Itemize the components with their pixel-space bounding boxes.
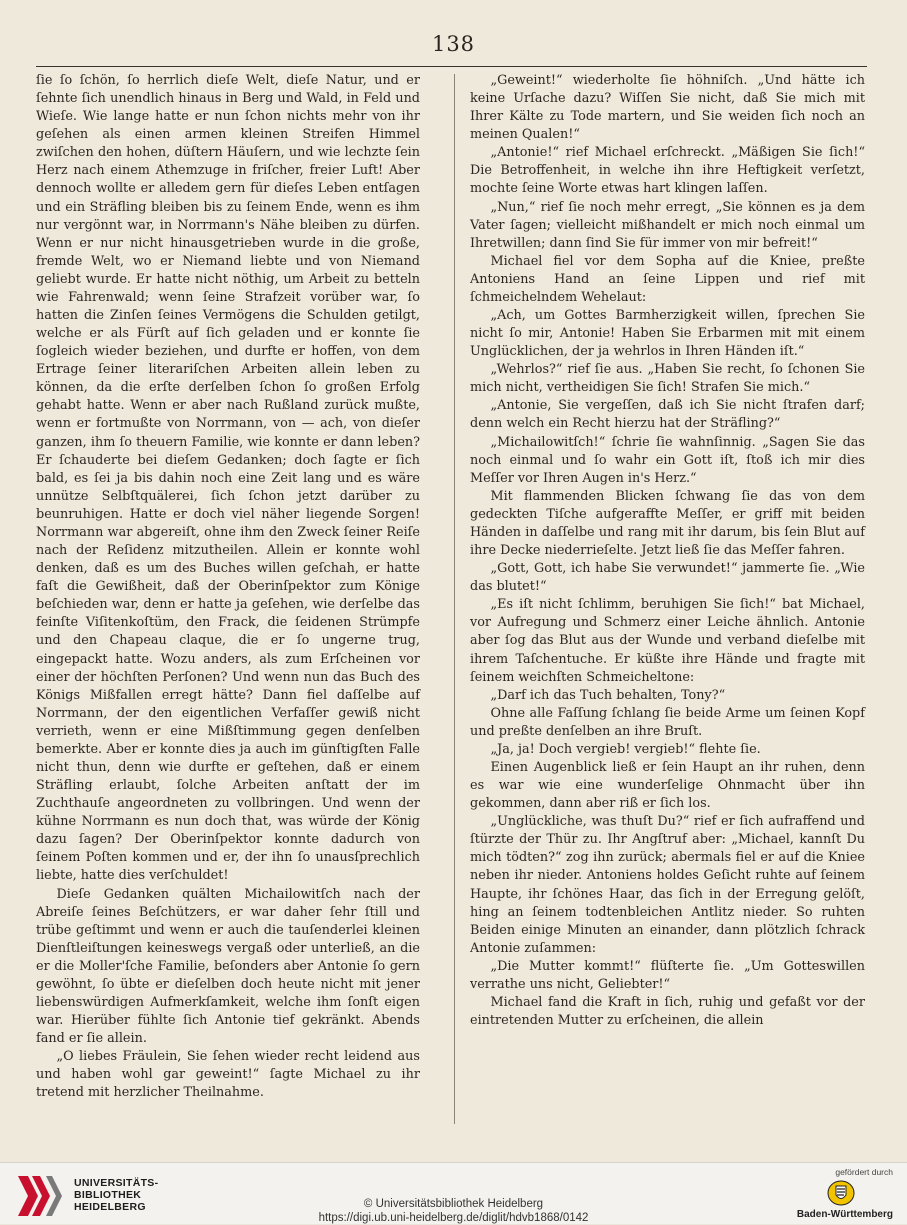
paragraph: Einen Augenblick ließ er ſein Haupt an ihr ruhen, denn es war wie eine wunderſelige Ohnmacht über ihn gekommen, dann aber riß er ſich los. — [470, 759, 865, 812]
paragraph: „Unglückliche, was thuſt Du?“ rief er ſich aufraffend und ſtürzte der Thür zu. Ihr Angſtruf aber: „Michael, kannſt Du mich tödten?“ zog ihn zurück; abermals fiel er auf die Kniee neben ihr nieder. Antoniens holdes Geſicht ruhte auf ſeinem Haupte, ihr ſchönes Haar, das ſich in der Erregung gelöſt, hing an ſeinem todtenbleichen Antlitz nieder. So ruhten Beiden einige Minuten an einander, dann plötzlich ſchrack Antonie zuſammen: — [470, 814, 865, 956]
right-column — [470, 72, 865, 1030]
sponsor-name: Baden-Württemberg — [796, 1209, 893, 1220]
header-rule — [36, 66, 867, 67]
paragraph: „Nun,“ rief ſie noch mehr erregt, „Sie können es ja dem Vater ſagen; vielleicht mißhandelt er mich noch einmal um Ihretwillen; dann ſind Sie für immer von mir befreit!“ — [470, 199, 865, 251]
paragraph: Michael fand die Kraft in ſich, ruhig und gefaßt vor der eintretenden Mutter zu erſcheinen, die allein — [470, 994, 865, 1029]
permalink[interactable]: https://digi.ub.uni-heidelberg.de/diglit/hdvb1868/0142 — [318, 1212, 589, 1224]
viewer-footer — [0, 1162, 907, 1224]
left-column — [36, 72, 420, 1102]
paragraph: Dieſe Gedanken quälten Michailowitſch nach der Abreiſe ſeines Beſchützers, er war daher ſehr ſtill und trübe geſtimmt und wenn er auch die tauſenderlei kleinen Dienſtleiſtungen keineswegs vergaß oder unterließ, an die er die Moller'ſche Familie, beſonders aber Antonie ſo gern gewöhnt, ſo übte er dieſelben doch heute nicht mit jener liebenswürdigen Aufmerkſamkeit, welche ihm ſonſt eigen war. Hierüber fühlte ſich Antonie tief gekränkt. Abends fand er ſie allein. — [36, 886, 420, 1047]
paragraph: „Ach, um Gottes Barmherzigkeit willen, ſprechen Sie nicht ſo mir, Antonie! Haben Sie Erbarmen mit mit einem Unglücklichen, der ja wehrlos in Ihren Händen iſt.“ — [470, 308, 865, 360]
paragraph: „Die Mutter kommt!“ flüſterte ſie. „Um Gotteswillen verrathe uns nicht, Geliebter!“ — [470, 958, 865, 992]
paragraph: „Es iſt nicht ſchlimm, beruhigen Sie ſich!“ bat Michael, vor Aufregung und Schmerz einer Leiche ähnlich. Antonie aber ſog das Blut aus der Wunde und verband dieſelbe mit ihrem Taſchentuche. Er küßte ihre Hände und fragte mit ſeinem weichſten Schmeicheltone: — [470, 597, 865, 685]
copyright-text: © Universitätsbibliothek Heidelberg — [363, 1198, 544, 1210]
page-number: 138 — [431, 32, 476, 56]
paragraph: Michael fiel vor dem Sopha auf die Kniee, preßte Antoniens Hand an ſeine Lippen und rief mit ſchmeichelndem Wehelaut: — [470, 253, 865, 305]
paragraph: „Antonie, Sie vergeſſen, daß ich Sie nicht ſtrafen darf; denn welch ein Recht hierzu hat der Sträfling?“ — [470, 398, 865, 432]
paragraph: „Geweint!“ wiederholte ſie höhniſch. „Und hätte ich keine Urſache dazu? Wiſſen Sie nicht, daß Sie mich mit Ihrer Kälte zu Tode martern, und Sie weiden ſich noch an meinen Qualen!“ — [470, 73, 865, 143]
column-divider — [454, 74, 455, 1124]
library-name: UNIVERSITÄTS- BIBLIOTHEK HEIDELBERG — [74, 1177, 159, 1213]
sponsor-label: gefördert durch — [835, 1167, 893, 1177]
paragraph: „O liebes Fräulein, Sie ſehen wieder recht leidend aus und haben wohl gar geweint!“ ſagte Michael zu ihr tretend mit herzlicher Theilnahme. — [36, 1049, 420, 1101]
copyright-notice — [0, 1197, 907, 1225]
paragraph: „Michailowitſch!“ ſchrie ſie wahnſinnig. „Sagen Sie das noch einmal und ſo wahr ein Gott iſt, ſtoß ich mir dies Meſſer vor Ihren Augen in's Herz.“ — [470, 434, 865, 486]
paragraph: „Gott, Gott, ich habe Sie verwundet!“ jammerte ſie. „Wie das blutet!“ — [470, 561, 865, 595]
paragraph: „Antonie!“ rief Michael erſchreckt. „Mäßigen Sie ſich!“ Die Betroffenheit, in welche ihn ihre Heftigkeit verſetzt, mochte ſeine Worte etwas hart klingen laſſen. — [470, 145, 865, 197]
coat-of-arms-icon — [827, 1180, 855, 1206]
paragraph: „Wehrlos?“ rief ſie aus. „Haben Sie recht, ſo ſchonen Sie mich nicht, vertheidigen Sie ſich! Strafen Sie mich.“ — [470, 362, 865, 396]
paragraph: ſie ſo ſchön, ſo herrlich dieſe Welt, dieſe Natur, und er ſehnte ſich unendlich hinaus in Berg und Wald, in Feld und Wieſe. Wie lange hatte er nun ſchon nichts mehr von ihr geſehen als einen armen kleinen Streifen Himmel zwiſchen den hohen, düſtern Häuſern, und wie lechzte ſein Herz nach einem Athemzuge in friſcher, freier Luft! Aber dennoch wollte er alledem gern für dieſes Leben entſagen und ein Sträfling bleiben bis zu ſeinem Ende, wenn es ihm nur vergönnt war, in Norrmann's Nähe bleiben zu dürfen. Wenn er nur nicht hinausgetrieben wurde in die große, fremde Welt, wo er Niemand liebte und von Niemand geliebt wurde. Er hatte nicht nöthig, um Arbeit zu betteln wie Fahrenwald; wenn ſeine Strafzeit vorüber war, ſo hatten die Zinſen ſeines Vermögens die Schulden getilgt, welche er als Fürſt auf ſich geladen und er konnte ſie ſogleich wieder beziehen, und durfte er hoffen, von dem Ertrage ſeiner literariſchen Arbeiten allein leben zu können, da die erſte derſelben ſchon ſo großen Erfolg gehabt hatte. Wenn er aber nach Rußland zurück mußte, wenn er fortmußte von Norrmann, von — ach, von dieſer ganzen, ihm ſo theuern Familie, wie konnte er dann leben? Er ſchauderte bei dieſem Gedanken; doch ſagte er ſich bald, es ſei ja bis dahin noch eine Zeit lang und es wäre unnütze Selbſtquälerei, ſich ſchon jetzt darüber zu beunruhigen. Hatte er doch viel näher liegende Sorgen! Norrmann war abgereiſt, ohne ihm den Zweck ſeiner Reiſe nach der Reſidenz mitzutheilen. Allein er konnte wohl denken, daß es um des Buches willen geſchah, er hatte faſt die Gewißheit, daß der Oberinſpektor zum Könige beſchieden war, denn er hatte ja geſehen, wie derſelbe das feinſte Viſitenkoſtüm, den Frack, die ſeidenen Strümpfe und den Chapeau claque, die er ſo ungerne trug, eingepackt hatte. Wozu anders, als zum Erſcheinen vor einer der höchſten Perſonen? Und wenn nun das Buch des Königs Mißfallen erregt hätte? Dann fiel daſſelbe auf Norrmann, der den eigentlichen Verfaſſer gewiß nicht verrieth, wenn er eine Mißſtimmung gegen denſelben bemerkte. Aber er konnte dies ja auch im günſtigſten Falle nicht thun, denn wie durfte er geſtehen, daß er einem Sträfling erlaubt, ſolche Arbeiten anſtatt der im Zuchthauſe angeordneten zu vollbringen. Und wenn der kühne Norrmann es nun doch that, was würde der König dazu ſagen? Der Oberinſpektor konnte dadurch von ſeinem Poſten kommen und er, der ihn ſo unausſprechlich liebte, hatte dies verſchuldet! — [36, 73, 420, 884]
paragraph: Mit flammenden Blicken ſchwang ſie das von dem gedeckten Tiſche aufgeraffte Meſſer, er griff mit beiden Händen in daſſelbe und rang mit ihr darum, bis ſein Blut auf ihre Decke niederrieſelte. Jetzt ließ ſie das Meſſer fahren. — [470, 488, 865, 559]
paragraph: Ohne alle Faſſung ſchlang ſie beide Arme um ſeinen Kopf und preßte denſelben an ihre Bruſt. — [470, 705, 865, 739]
paragraph: „Darf ich das Tuch behalten, Tony?“ — [490, 687, 726, 703]
paragraph: „Ja, ja! Doch vergieb! vergieb!“ flehte ſie. — [490, 741, 761, 757]
